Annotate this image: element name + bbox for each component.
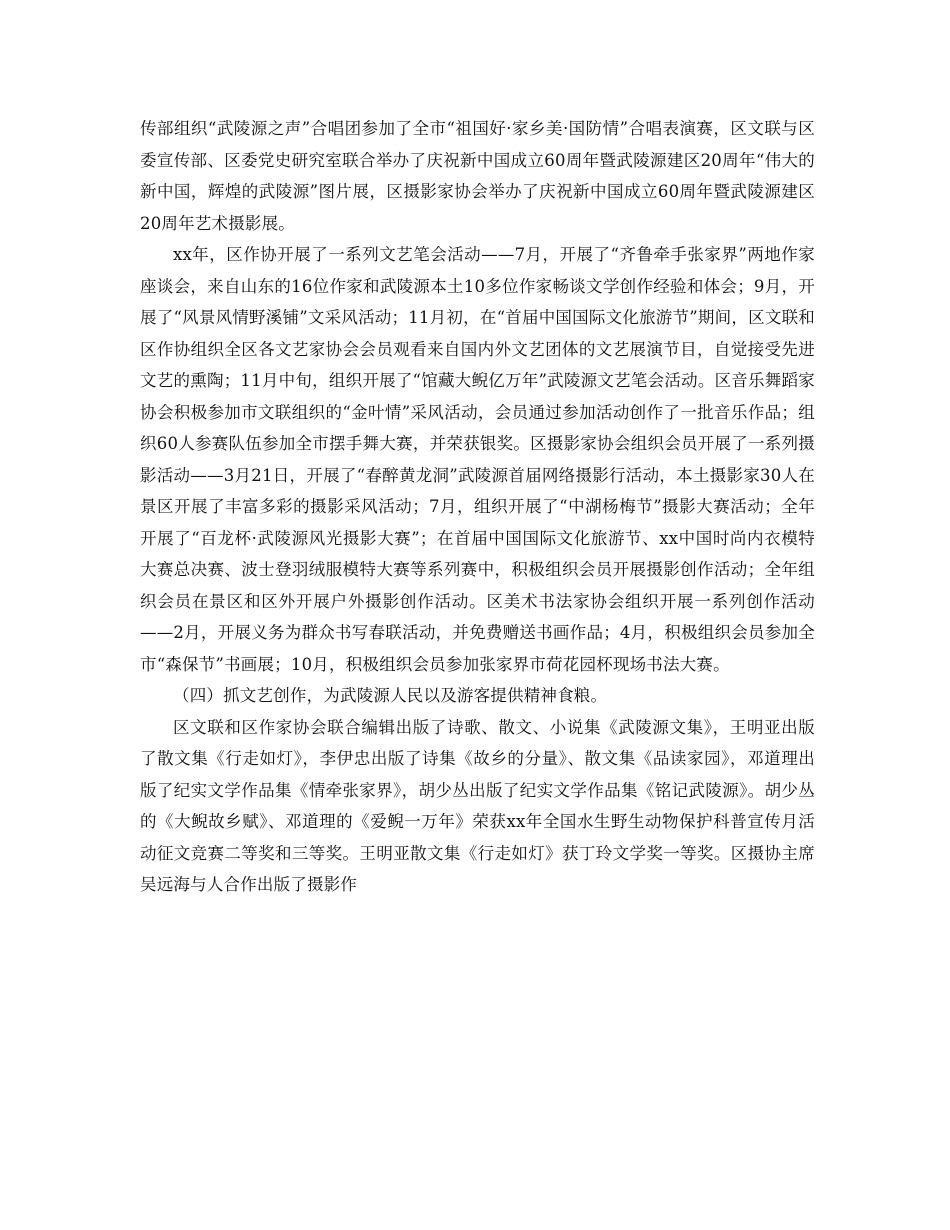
section-heading-literary-creation: （四）抓文艺创作，为武陵源人民以及游客提供精神食粮。: [173, 686, 608, 705]
document-body: [140, 113, 815, 901]
paragraph-writers-activities: xx年，区作协开展了一系列文艺笔会活动——7月，开展了“齐鲁牵手张家界”两地作家座谈会，来自山东的16位作家和武陵源本土10多位作家畅谈文学创作经验和体会；9月，开展了“风景风情野溪铺”文采风活动；11月初，在“首届中国国际文化旅游节”期间，区文联和区作协组织全区各文艺家协会会员观看来自国内外文艺团体的文艺展演节目，自觉接受先进文艺的熏陶；11月中旬，组织开展了“馆藏大鲵亿万年”武陵源文艺笔会活动。区音乐舞蹈家协会积极参加市文联组织的“金叶情”采风活动，会员通过参加活动创作了一批音乐作品；组织60人参赛队伍参加全市摆手舞大赛，并荣获银奖。区摄影家协会组织会员开展了一系列摄影活动——3月21日，开展了“春醉黄龙洞”武陵源首届网络摄影行活动，本土摄影家30人在景区开展了丰富多彩的摄影采风活动；7月，组织开展了“中湖杨梅节”摄影大赛活动；全年开展了“百龙杯·武陵源风光摄影大赛”；在首届中国国际文化旅游节、xx中国时尚内衣模特大赛总决赛、波士登羽绒服模特大赛等系列赛中，积极组织会员开展摄影创作活动；全年组织会员在景区和区外开展户外摄影创作活动。区美术书法家协会组织开展一系列创作活动——2月，开展义务为群众书写春联活动，并免费赠送书画作品；4月，积极组织会员参加全市“森保节”书画展；10月，积极组织会员参加张家界市荷花园杯现场书法大赛。: [140, 245, 815, 674]
paragraph-continuation: 传部组织“武陵源之声”合唱团参加了全市“祖国好·家乡美·国防情”合唱表演赛，区文联与区委宣传部、区委党史研究室联合举办了庆祝新中国成立60周年暨武陵源建区20周年“伟大的新中国，辉煌的武陵源”图片展，区摄影家协会举办了庆祝新中国成立60周年暨武陵源建区20周年艺术摄影展。: [140, 119, 815, 233]
paragraph-publications: 区文联和区作家协会联合编辑出版了诗歌、散文、小说集《武陵源文集》，王明亚出版了散文集《行走如灯》，李伊忠出版了诗集《故乡的分量》、散文集《品读家园》，邓道理出版了纪实文学作品集《情牵张家界》，胡少丛出版了纪实文学作品集《铭记武陵源》。胡少丛的《大鲵故乡赋》、邓道理的《爱鲵一万年》荣获xx年全国水生野生动物保护科普宣传月活动征文竞赛二等奖和三等奖。王明亚散文集《行走如灯》获丁玲文学奖一等奖。区摄协主席吴远海与人合作出版了摄影作: [140, 717, 815, 894]
